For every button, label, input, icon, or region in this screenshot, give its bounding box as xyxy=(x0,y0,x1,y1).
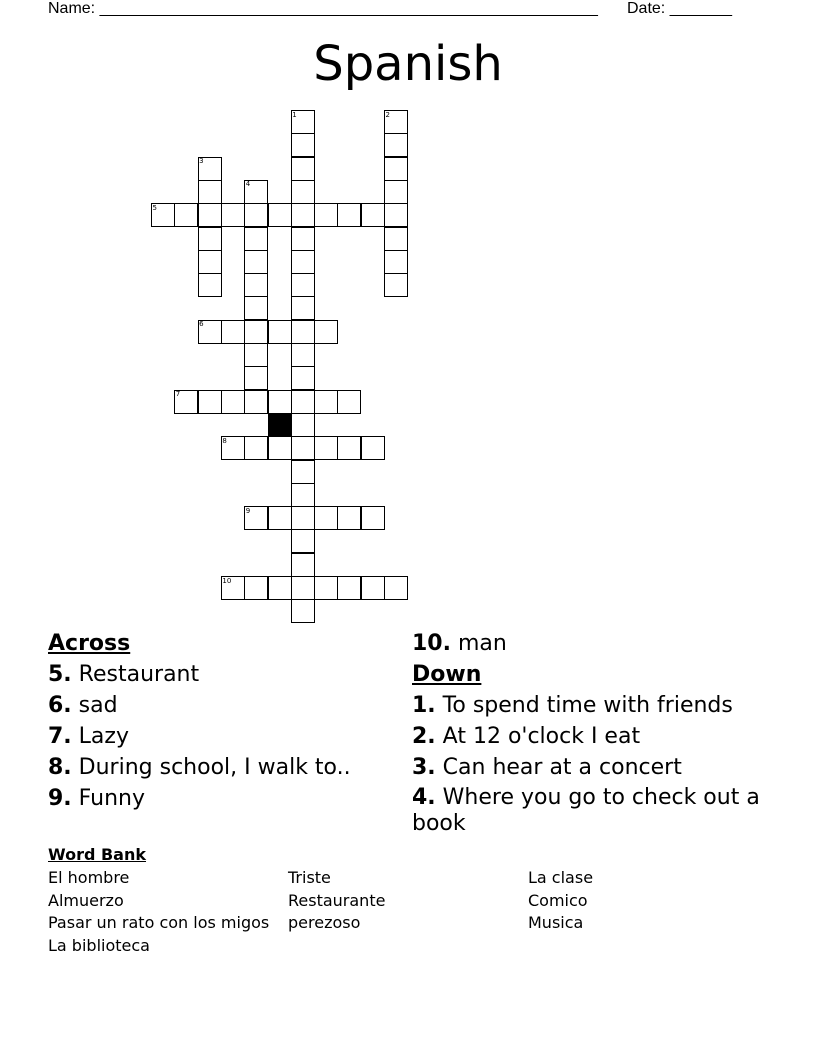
word-bank-item: Pasar un rato con los migos xyxy=(48,913,270,933)
clue-number: 6. xyxy=(48,693,72,718)
grid-cell[interactable] xyxy=(314,320,338,344)
clue-text: sad xyxy=(78,693,118,718)
clue-across-5 xyxy=(48,659,398,690)
grid-cell[interactable] xyxy=(384,110,408,134)
clue-text: Lazy xyxy=(78,724,129,749)
grid-cell[interactable] xyxy=(337,436,361,460)
clue-across-8 xyxy=(48,752,398,783)
grid-cell[interactable] xyxy=(198,390,222,414)
grid-cell[interactable] xyxy=(221,390,245,414)
grid-cell[interactable] xyxy=(337,576,361,600)
grid-cell[interactable] xyxy=(244,506,268,530)
grid-cell[interactable] xyxy=(314,390,338,414)
grid-cell[interactable] xyxy=(198,203,222,227)
grid-cell[interactable] xyxy=(314,506,338,530)
word-bank-item: Comico xyxy=(528,890,588,910)
word-bank-item: Almuerzo xyxy=(48,890,124,910)
clue-number: 9. xyxy=(48,786,72,811)
grid-cell[interactable] xyxy=(384,273,408,297)
grid-cell[interactable] xyxy=(291,483,315,507)
grid-cell[interactable] xyxy=(244,343,268,367)
grid-cell[interactable] xyxy=(291,203,315,227)
grid-cell[interactable] xyxy=(268,390,292,414)
grid-cell[interactable] xyxy=(291,110,315,134)
grid-cell[interactable] xyxy=(384,250,408,274)
word-bank-column-1 xyxy=(48,867,269,958)
grid-cell-number: 3 xyxy=(199,157,204,166)
grid-block-cell xyxy=(268,413,292,437)
clues-left-column xyxy=(48,628,398,814)
grid-cell[interactable] xyxy=(361,436,385,460)
grid-cell[interactable] xyxy=(244,366,268,390)
grid-cell[interactable] xyxy=(198,227,222,251)
word-bank-column-2 xyxy=(288,867,385,935)
grid-cell[interactable] xyxy=(291,296,315,320)
clue-across-9 xyxy=(48,783,398,814)
grid-cell[interactable] xyxy=(198,180,222,204)
clue-text: During school, I walk to.. xyxy=(78,755,351,780)
grid-cell[interactable] xyxy=(337,506,361,530)
clue-across-10 xyxy=(412,628,772,659)
grid-cell[interactable] xyxy=(361,506,385,530)
grid-cell[interactable] xyxy=(221,436,245,460)
grid-cell[interactable] xyxy=(221,320,245,344)
clue-number: 10. xyxy=(412,631,451,656)
grid-cell-number: 9 xyxy=(245,506,251,515)
grid-cell[interactable] xyxy=(314,203,338,227)
clue-down-2 xyxy=(412,721,772,752)
clue-text: Where you go to check out a book xyxy=(412,785,760,836)
clue-text: Can hear at a concert xyxy=(442,755,682,780)
grid-cell-number: 6 xyxy=(199,320,204,329)
grid-cell-number: 8 xyxy=(222,436,227,445)
grid-cell[interactable] xyxy=(268,436,292,460)
across-heading: Across xyxy=(48,631,131,656)
grid-cell[interactable] xyxy=(244,576,268,600)
grid-cell[interactable] xyxy=(268,320,292,344)
clue-text: To spend time with friends xyxy=(442,693,733,718)
grid-cell-number: 7 xyxy=(175,390,181,399)
word-bank-item: Musica xyxy=(528,913,584,933)
grid-cell[interactable] xyxy=(268,506,292,530)
clue-number: 2. xyxy=(412,724,436,749)
grid-cell[interactable] xyxy=(291,436,315,460)
grid-cell[interactable] xyxy=(361,203,385,227)
grid-cell[interactable] xyxy=(384,576,408,600)
grid-cell[interactable] xyxy=(268,576,292,600)
grid-cell[interactable] xyxy=(291,250,315,274)
grid-cell[interactable] xyxy=(198,273,222,297)
grid-cell[interactable] xyxy=(337,390,361,414)
grid-cell[interactable] xyxy=(198,320,222,344)
grid-cell[interactable] xyxy=(291,366,315,390)
word-bank-item: La biblioteca xyxy=(48,936,150,956)
clue-number: 8. xyxy=(48,755,72,780)
grid-cell-number: 2 xyxy=(385,110,390,119)
page-title: Spanish xyxy=(313,36,503,92)
word-bank-item: La clase xyxy=(528,868,594,887)
grid-cell[interactable] xyxy=(221,203,245,227)
grid-cell[interactable] xyxy=(244,273,268,297)
grid-cell[interactable] xyxy=(174,390,198,414)
grid-cell[interactable] xyxy=(244,180,268,204)
grid-cell[interactable] xyxy=(244,320,268,344)
grid-cell[interactable] xyxy=(291,529,315,553)
clues-right-column xyxy=(412,628,772,837)
clue-number: 1. xyxy=(412,693,436,718)
word-bank-item: perezoso xyxy=(288,913,361,933)
clue-text: Restaurant xyxy=(78,662,200,687)
grid-cell[interactable] xyxy=(384,133,408,157)
grid-cell[interactable] xyxy=(291,320,315,344)
clue-text: man xyxy=(457,631,507,656)
grid-cell[interactable] xyxy=(384,227,408,251)
clue-across-6 xyxy=(48,690,398,721)
date-field-label: Date: _______ xyxy=(627,0,732,17)
grid-cell[interactable] xyxy=(291,343,315,367)
grid-cell[interactable] xyxy=(384,157,408,181)
down-heading: Down xyxy=(412,662,482,687)
word-bank-column-3 xyxy=(528,867,593,935)
grid-cell[interactable] xyxy=(244,296,268,320)
grid-cell[interactable] xyxy=(244,390,268,414)
clue-number: 3. xyxy=(412,755,436,780)
grid-cell[interactable] xyxy=(291,460,315,484)
word-bank-item: Restaurante xyxy=(288,890,386,910)
grid-cell[interactable] xyxy=(291,553,315,577)
grid-cell[interactable] xyxy=(291,506,315,530)
grid-cell[interactable] xyxy=(291,576,315,600)
grid-cell[interactable] xyxy=(291,227,315,251)
grid-cell[interactable] xyxy=(244,227,268,251)
grid-cell[interactable] xyxy=(384,180,408,204)
clue-text: At 12 o'clock I eat xyxy=(442,724,641,749)
grid-cell[interactable] xyxy=(314,576,338,600)
word-bank-item: Triste xyxy=(288,868,331,887)
word-bank-title: Word Bank xyxy=(48,845,147,864)
clue-number: 7. xyxy=(48,724,72,749)
grid-cell[interactable] xyxy=(198,157,222,181)
word-bank-item: El hombre xyxy=(48,868,130,887)
grid-cell[interactable] xyxy=(244,250,268,274)
grid-cell[interactable] xyxy=(291,180,315,204)
grid-cell[interactable] xyxy=(291,413,315,437)
clue-number: 5. xyxy=(48,662,72,687)
grid-cell-number: 10 xyxy=(222,576,232,585)
grid-cell[interactable] xyxy=(174,203,198,227)
grid-cell-number: 5 xyxy=(152,203,157,212)
clue-number: 4. xyxy=(412,785,436,810)
grid-cell[interactable] xyxy=(384,203,408,227)
grid-cell[interactable] xyxy=(314,436,338,460)
grid-cell-number: 1 xyxy=(292,110,297,119)
grid-cell[interactable] xyxy=(151,203,175,227)
grid-cell[interactable] xyxy=(337,203,361,227)
grid-cell[interactable] xyxy=(291,273,315,297)
clue-down-3 xyxy=(412,752,772,783)
grid-cell[interactable] xyxy=(291,390,315,414)
grid-cell-number: 4 xyxy=(245,180,251,189)
clue-across-7 xyxy=(48,721,398,752)
grid-cell[interactable] xyxy=(268,203,292,227)
clue-text: Funny xyxy=(78,786,145,811)
clue-down-1 xyxy=(412,690,772,721)
grid-cell[interactable] xyxy=(291,133,315,157)
name-field-label: Name: ________________________________________________________ xyxy=(48,0,598,17)
grid-cell[interactable] xyxy=(361,576,385,600)
clue-down-4 xyxy=(412,783,772,837)
grid-cell[interactable] xyxy=(221,576,245,600)
grid-cell[interactable] xyxy=(244,436,268,460)
grid-cell[interactable] xyxy=(291,157,315,181)
grid-cell[interactable] xyxy=(244,203,268,227)
grid-cell[interactable] xyxy=(198,250,222,274)
grid-cell[interactable] xyxy=(291,599,315,623)
